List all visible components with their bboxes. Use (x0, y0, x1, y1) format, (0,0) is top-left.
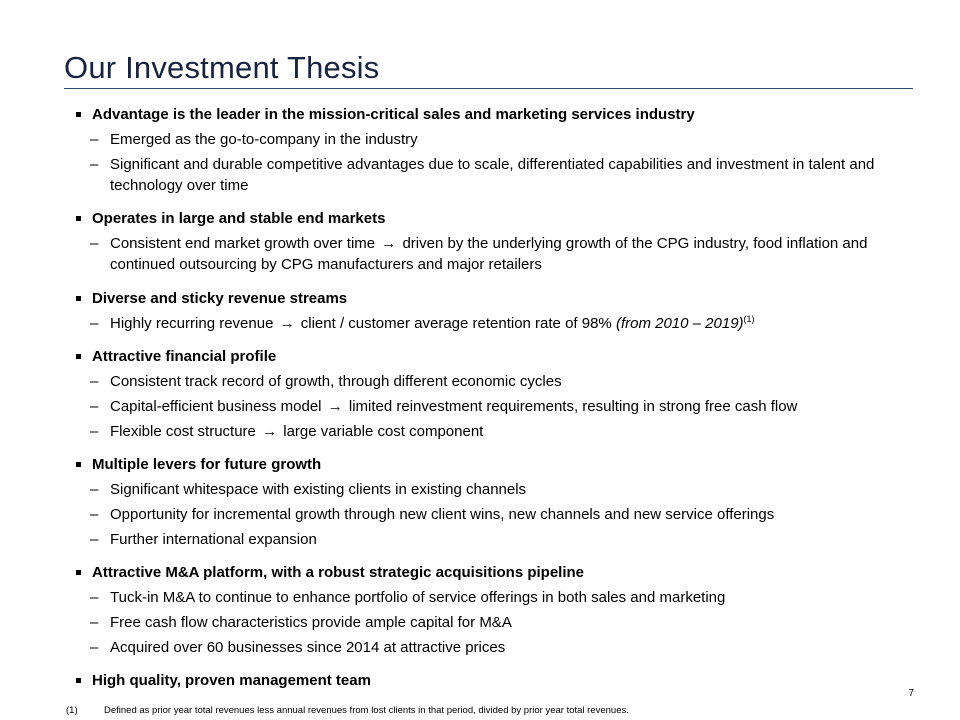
sub-point-text: Tuck-in M&A to continue to enhance portfolio of service offerings in both sales and marketing (110, 589, 726, 606)
sub-point-text: Flexible cost structure (110, 423, 256, 440)
sub-point (110, 421, 920, 442)
sub-point-text: Consistent end market growth over time (110, 235, 376, 252)
bullet-end-markets (92, 208, 385, 229)
bullet-heading: Diverse and sticky revenue streams (92, 290, 348, 307)
sub-point-text: Further international expansion (110, 531, 317, 548)
arrow-right-icon: → (327, 398, 343, 415)
bullet-heading: Operates in large and stable end markets (92, 210, 386, 227)
sub-point-text: Consistent track record of growth, through different economic cycles (110, 373, 562, 390)
bullet-financial-profile (92, 346, 276, 367)
sub-point (110, 479, 920, 500)
sub-point-text: Opportunity for incremental growth through new client wins, new channels and new service offerings (110, 506, 775, 523)
arrow-right-icon: → (262, 423, 278, 440)
bullet-heading: Attractive M&A platform, with a robust strategic acquisitions pipeline (92, 564, 585, 581)
page-number: 7 (908, 688, 914, 699)
sub-point (110, 154, 920, 196)
bullet-heading: Multiple levers for future growth (92, 456, 322, 473)
bullet-growth-levers (92, 454, 321, 475)
sub-point-text: Significant whitespace with existing clients in existing channels (110, 481, 527, 498)
bullet-management-team (92, 670, 371, 691)
sub-point (110, 529, 920, 550)
arrow-right-icon: → (279, 315, 295, 332)
sub-point (110, 504, 920, 525)
sub-point-text: driven by the underlying growth of the CPG industry, food inflation and continued outsourcing by CPG manufacturers and major retailers (110, 235, 868, 273)
sub-point-text: client / customer average retention rate of 98% (300, 315, 612, 332)
sub-point (110, 637, 920, 658)
sub-point (110, 313, 920, 334)
sub-point-text: Highly recurring revenue (110, 315, 274, 332)
sub-point-text: limited reinvestment requirements, resulting in strong free cash flow (348, 398, 798, 415)
footnote-text: Defined as prior year total revenues less annual revenues from lost clients in that period, divided by prior year total revenues. (104, 705, 629, 716)
slide-title: Our Investment Thesis (64, 50, 380, 85)
sub-point-text: large variable cost component (283, 423, 484, 440)
bullet-heading: Attractive financial profile (92, 348, 277, 365)
sub-point (110, 233, 920, 275)
bullet-market-leader (92, 104, 695, 125)
sub-point-text: Emerged as the go-to-company in the industry (110, 131, 418, 148)
sub-point-text: Capital-efficient business model (110, 398, 322, 415)
arrow-right-icon: → (381, 235, 397, 252)
date-range: (from 2010 – 2019) (615, 315, 744, 332)
sub-point-text: Significant and durable competitive advantages due to scale, differentiated capabilities and investment in talent and technology over time (110, 156, 875, 194)
sub-point (110, 371, 920, 392)
sub-point (110, 129, 920, 150)
bullet-ma-platform (92, 562, 584, 583)
footnote-marker: (1) (66, 705, 78, 716)
sub-point-text: Free cash flow characteristics provide ample capital for M&A (110, 614, 512, 631)
footnote-reference: (1) (743, 314, 755, 324)
bullet-revenue-streams (92, 288, 347, 309)
bullet-heading: High quality, proven management team (92, 672, 371, 689)
bullet-heading: Advantage is the leader in the mission-critical sales and marketing services industry (92, 106, 695, 123)
sub-point (110, 396, 920, 417)
sub-point (110, 612, 920, 633)
sub-point-text: Acquired over 60 businesses since 2014 at attractive prices (110, 639, 506, 656)
sub-point (110, 587, 920, 608)
